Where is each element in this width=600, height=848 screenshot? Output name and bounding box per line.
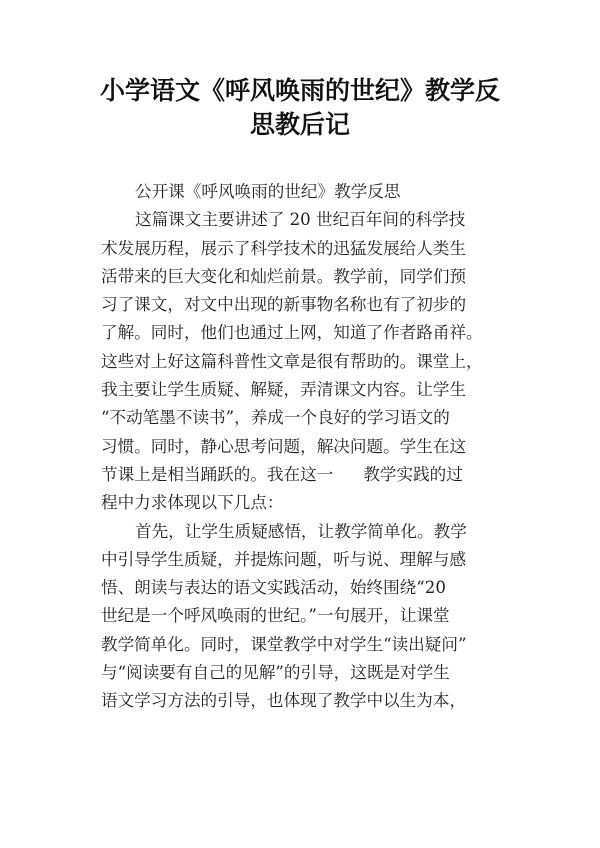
paragraph-line: 术发展历程，展示了科学技术的迅猛发展给人类生: [101, 238, 467, 258]
paragraph-line: 活带来的巨大变化和灿烂前景。教学前，同学们预: [101, 266, 467, 286]
paragraph-fragment: 节课上是相当踊跃的。我在这一: [101, 464, 334, 484]
paragraph-fragment: 教学实践的过: [363, 464, 463, 484]
paragraph-line: 程中力求体现以下几点：: [101, 493, 284, 513]
document-body: [101, 178, 521, 716]
paragraph-line: 悟、朗读与表达的语文实践活动，始终围绕“20: [101, 578, 446, 598]
subtitle-line: 公开课《呼风唤雨的世纪》教学反思: [135, 182, 401, 201]
paragraph-line: 了解。同时，他们也通过上网，知道了作者路甬祥。: [101, 323, 483, 343]
paragraph-line: 这篇课文主要讲述了 20 世纪百年间的科学技: [135, 210, 466, 230]
paragraph-line: [101, 461, 521, 489]
title-line-1: 小学语文《呼风唤雨的世纪》教学反: [99, 76, 500, 105]
paragraph-line: 这些对上好这篇科普性文章是很有帮助的。课堂上，: [101, 351, 483, 371]
document-title: [90, 74, 510, 142]
paragraph-line: 首先，让学生质疑感悟，让教学简单化。教学: [135, 521, 467, 541]
paragraph-line: “不动笔墨不读书”，养成一个良好的学习语文的: [101, 408, 450, 428]
paragraph-line: 我主要让学生质疑、解疑，弄清课文内容。让学生: [101, 380, 467, 400]
paragraph-line: 习了课文，对文中出现的新事物名称也有了初步的: [101, 295, 467, 315]
paragraph-line: 世纪是一个呼风唤雨的世纪。”一句展开，让课堂: [101, 606, 450, 626]
paragraph-line: 教学简单化。同时，课堂教学中对学生“读出疑问”: [101, 634, 467, 654]
paragraph-line: 与“阅读要有自己的见解”的引导，这既是对学生: [101, 663, 450, 683]
paragraph-line: 语文学习方法的引导，也体现了教学中以生为本，: [101, 691, 467, 711]
paragraph-line: 习惯。同时，静心思考问题，解决问题。学生在这: [101, 436, 467, 456]
title-line-2: 思教后记: [249, 110, 350, 139]
paragraph-line: 中引导学生质疑，并提炼问题，听与说、理解与感: [101, 549, 467, 569]
